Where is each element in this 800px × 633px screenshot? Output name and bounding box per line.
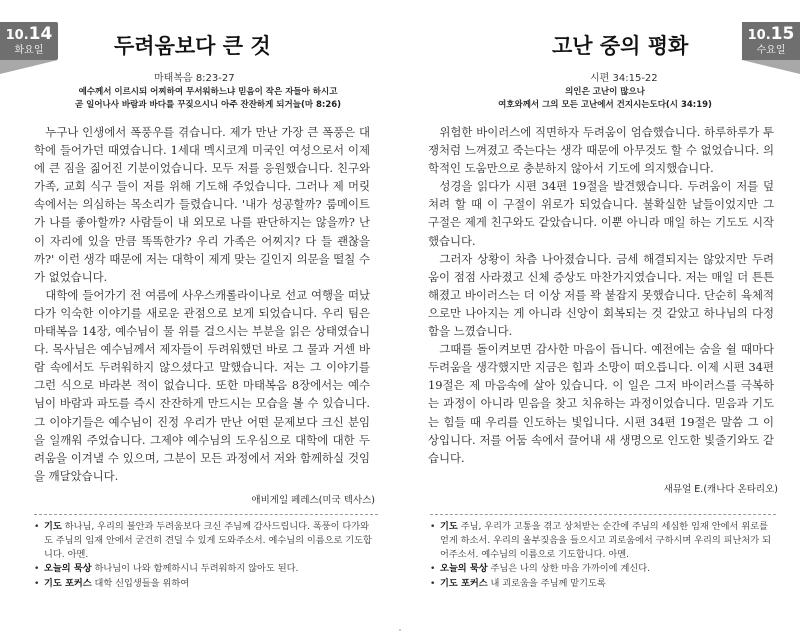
prayer-focus-item: • 기도 포커스 대학 신입생들을 위하여 (34, 577, 374, 591)
weekday-label: 수요일 (756, 45, 786, 56)
key-verse-line: 곧 일어나사 바람과 바다를 꾸짖으시니 아주 잔잔하게 되거늘(마 8:26) (74, 100, 342, 110)
key-verse (40, 86, 376, 112)
right-page (400, 0, 800, 633)
prayer-item: • 기도 하나님, 우리의 불안과 두려움보다 크신 주님께 감사드립니다. 폭풍이 다가와도 주님의 임재 안에서 굳건히 견딜 수 있게 도와주소서. 예수님의 이름으로 기도합니다. 아멘. (34, 520, 374, 561)
scripture-passage: 시편 34:15-22 (590, 73, 658, 84)
weekday-label: 화요일 (14, 45, 44, 56)
date-number: 10.15 (747, 24, 795, 44)
devotion-title: 두려움보다 큰 것 (114, 34, 271, 58)
prayer-focus-item: • 기도 포커스 내 괴로움을 주님께 맡기도록 (430, 577, 776, 591)
body-paragraph: 위험한 바이러스에 직면하자 두려움이 엄습했습니다. 하루하루가 투쟁처럼 느껴졌고 죽는다는 생각 때문에 아무것도 할 수 없었습니다. 의학적인 도움만으로 충분하지 않아서 기도에 의지했습니다. (428, 125, 774, 176)
page-gutter-mark (399, 629, 401, 631)
date-number: 10.14 (5, 24, 53, 44)
reflection-item: • 오늘의 묵상 주님은 나의 상한 마음 가까이에 계신다. (430, 562, 776, 576)
divider (34, 514, 378, 515)
body-paragraph: 대학에 들어가기 전 여름에 사우스캐롤라이나로 선교 여행을 떠났다가 익숙한 이야기를 새로운 관점으로 보게 되었습니다. 우리 팀은 마태복음 14장, 예수님이 물 위를 걸으시는 부분을 읽은 상태였습니다. 목사님은 예수님께서 제자들이 두려워했던 바로 그 물과 거센 바람 속에서도 두려워하지 않으셨다고 말했습니다. 저는 그 이야기를 그런 식으로 바라본 적이 없습니다. 또한 마태복음 8장에서는 예수님이 바람과 파도를 즉시 잔잔하게 만드시는 모습을 볼 수 있습니다. 그 이야기들은 예수님이 진정 우리가 만난 어떤 문제보다 크신 분임을 일깨워 주었습니다. 그제야 예수님의 도우심으로 대학에 대한 두려움을 이겨낼 수 있으며, 그분이 모든 과정에서 저와 함께하실 것임을 깨달았습니다. (34, 287, 370, 483)
key-verse-line: 의인은 고난이 많으나 (565, 87, 645, 97)
prayer-notes (34, 520, 374, 592)
devotion-title: 고난 중의 평화 (552, 34, 689, 58)
date-tab (742, 22, 800, 60)
author-credit: 새뮤얼 E.(캐나다 온타리오) (663, 484, 778, 495)
body-paragraph: 누구나 인생에서 폭풍우를 겪습니다. 제가 만난 가장 큰 폭풍은 대학에 들어가던 때였습니다. 1세대 멕시코계 미국인 여성으로서 이제에 큰 짐을 짊어진 기분이었습니다. 모두 저를 응원했습니다. 친구와 가족, 교회 식구 들이 저를 위해 기도해 주었습니다. 그러나 제 머릿속에서는 의심하는 목소리가 들렸습니다. '내가 성공할까? 룸메이트가 나를 좋아할까? 사람들이 내 외모로 나를 판단하지는 않을까? 난 이 자리에 있을 만큼 똑똑한가? 우리 가족은 어찌지? 다 들 괜찮을까?' 이런 생각 때문에 저는 대학이 제게 맞는 길인지 의문을 떨칠 수가 없었습니다. (34, 125, 370, 284)
body-paragraph: 그러자 상황이 차츰 나아졌습니다. 금세 해결되지는 않았지만 두려움이 점점 사라졌고 신체 증상도 마찬가지였습니다. 저는 매일 더 튼튼해졌고 바이러스는 더 이상 저를 꽉 붙잡지 못했습니다. 단순히 육체적으로만 나아지는 게 아니라 신앙이 회복되는 것 같았고 하나님의 다정함을 느꼈습니다. (428, 251, 774, 339)
prayer-notes (430, 520, 776, 592)
key-verse-line: 여호와께서 그의 모든 고난에서 건지시는도다(시 34:19) (498, 100, 712, 110)
key-verse-line: 예수께서 이르시되 어찌하여 무서워하느냐 믿음이 작은 자들아 하시고 (78, 87, 338, 97)
reflection-item: • 오늘의 묵상 하나님이 나와 함께하시니 두려워하지 않아도 된다. (34, 562, 374, 576)
author-credit: 애비게일 페레스(미국 텍사스) (251, 495, 375, 506)
divider (430, 514, 776, 515)
date-tab (0, 22, 58, 60)
devotion-body (34, 123, 370, 485)
key-verse (430, 86, 780, 112)
scripture-passage: 마태복음 8:23-27 (154, 73, 235, 84)
prayer-item: • 기도 주님, 우리가 고통을 겪고 상처받는 순간에 주님의 세심한 임재 안에서 위로를 얻게 하소서. 우리의 울부짖음을 들으시고 괴로움에서 구하시며 우리의 피난처가 되어주소서. 예수님의 이름으로 기도합니다. 아멘. (430, 520, 776, 561)
devotion-body (428, 123, 774, 467)
body-paragraph: 성경을 읽다가 시편 34편 19절을 발견했습니다. 두려움이 저를 덮쳐려 할 때 이 구절이 위로가 되었습니다. 불확실한 날들이었지만 그 구절은 제게 친구와도 같았습니다. 이뿐 아니라 매일 하는 기도도 시작했습니다. (428, 179, 774, 248)
body-paragraph: 그때를 돌이켜보면 감사한 마음이 듭니다. 예전에는 숨을 쉴 때마다 두려움을 생각했지만 지금은 힘과 소망이 떠오릅니다. 이제 시편 34편 19절은 제 마음속에 살아 있습니다. 이 일은 그저 바이러스를 극복하는 과정이 아니라 믿음을 찾고 치유하는 과정이었습니다. 믿음과 기도는 힘들 때 우리를 인도하는 빛입니다. 시편 34편 19절은 말씀 그 이상입니다. 저를 어둠 속에서 끌어내 새 생명으로 인도한 빛줄기와도 같습니다. (428, 342, 774, 465)
